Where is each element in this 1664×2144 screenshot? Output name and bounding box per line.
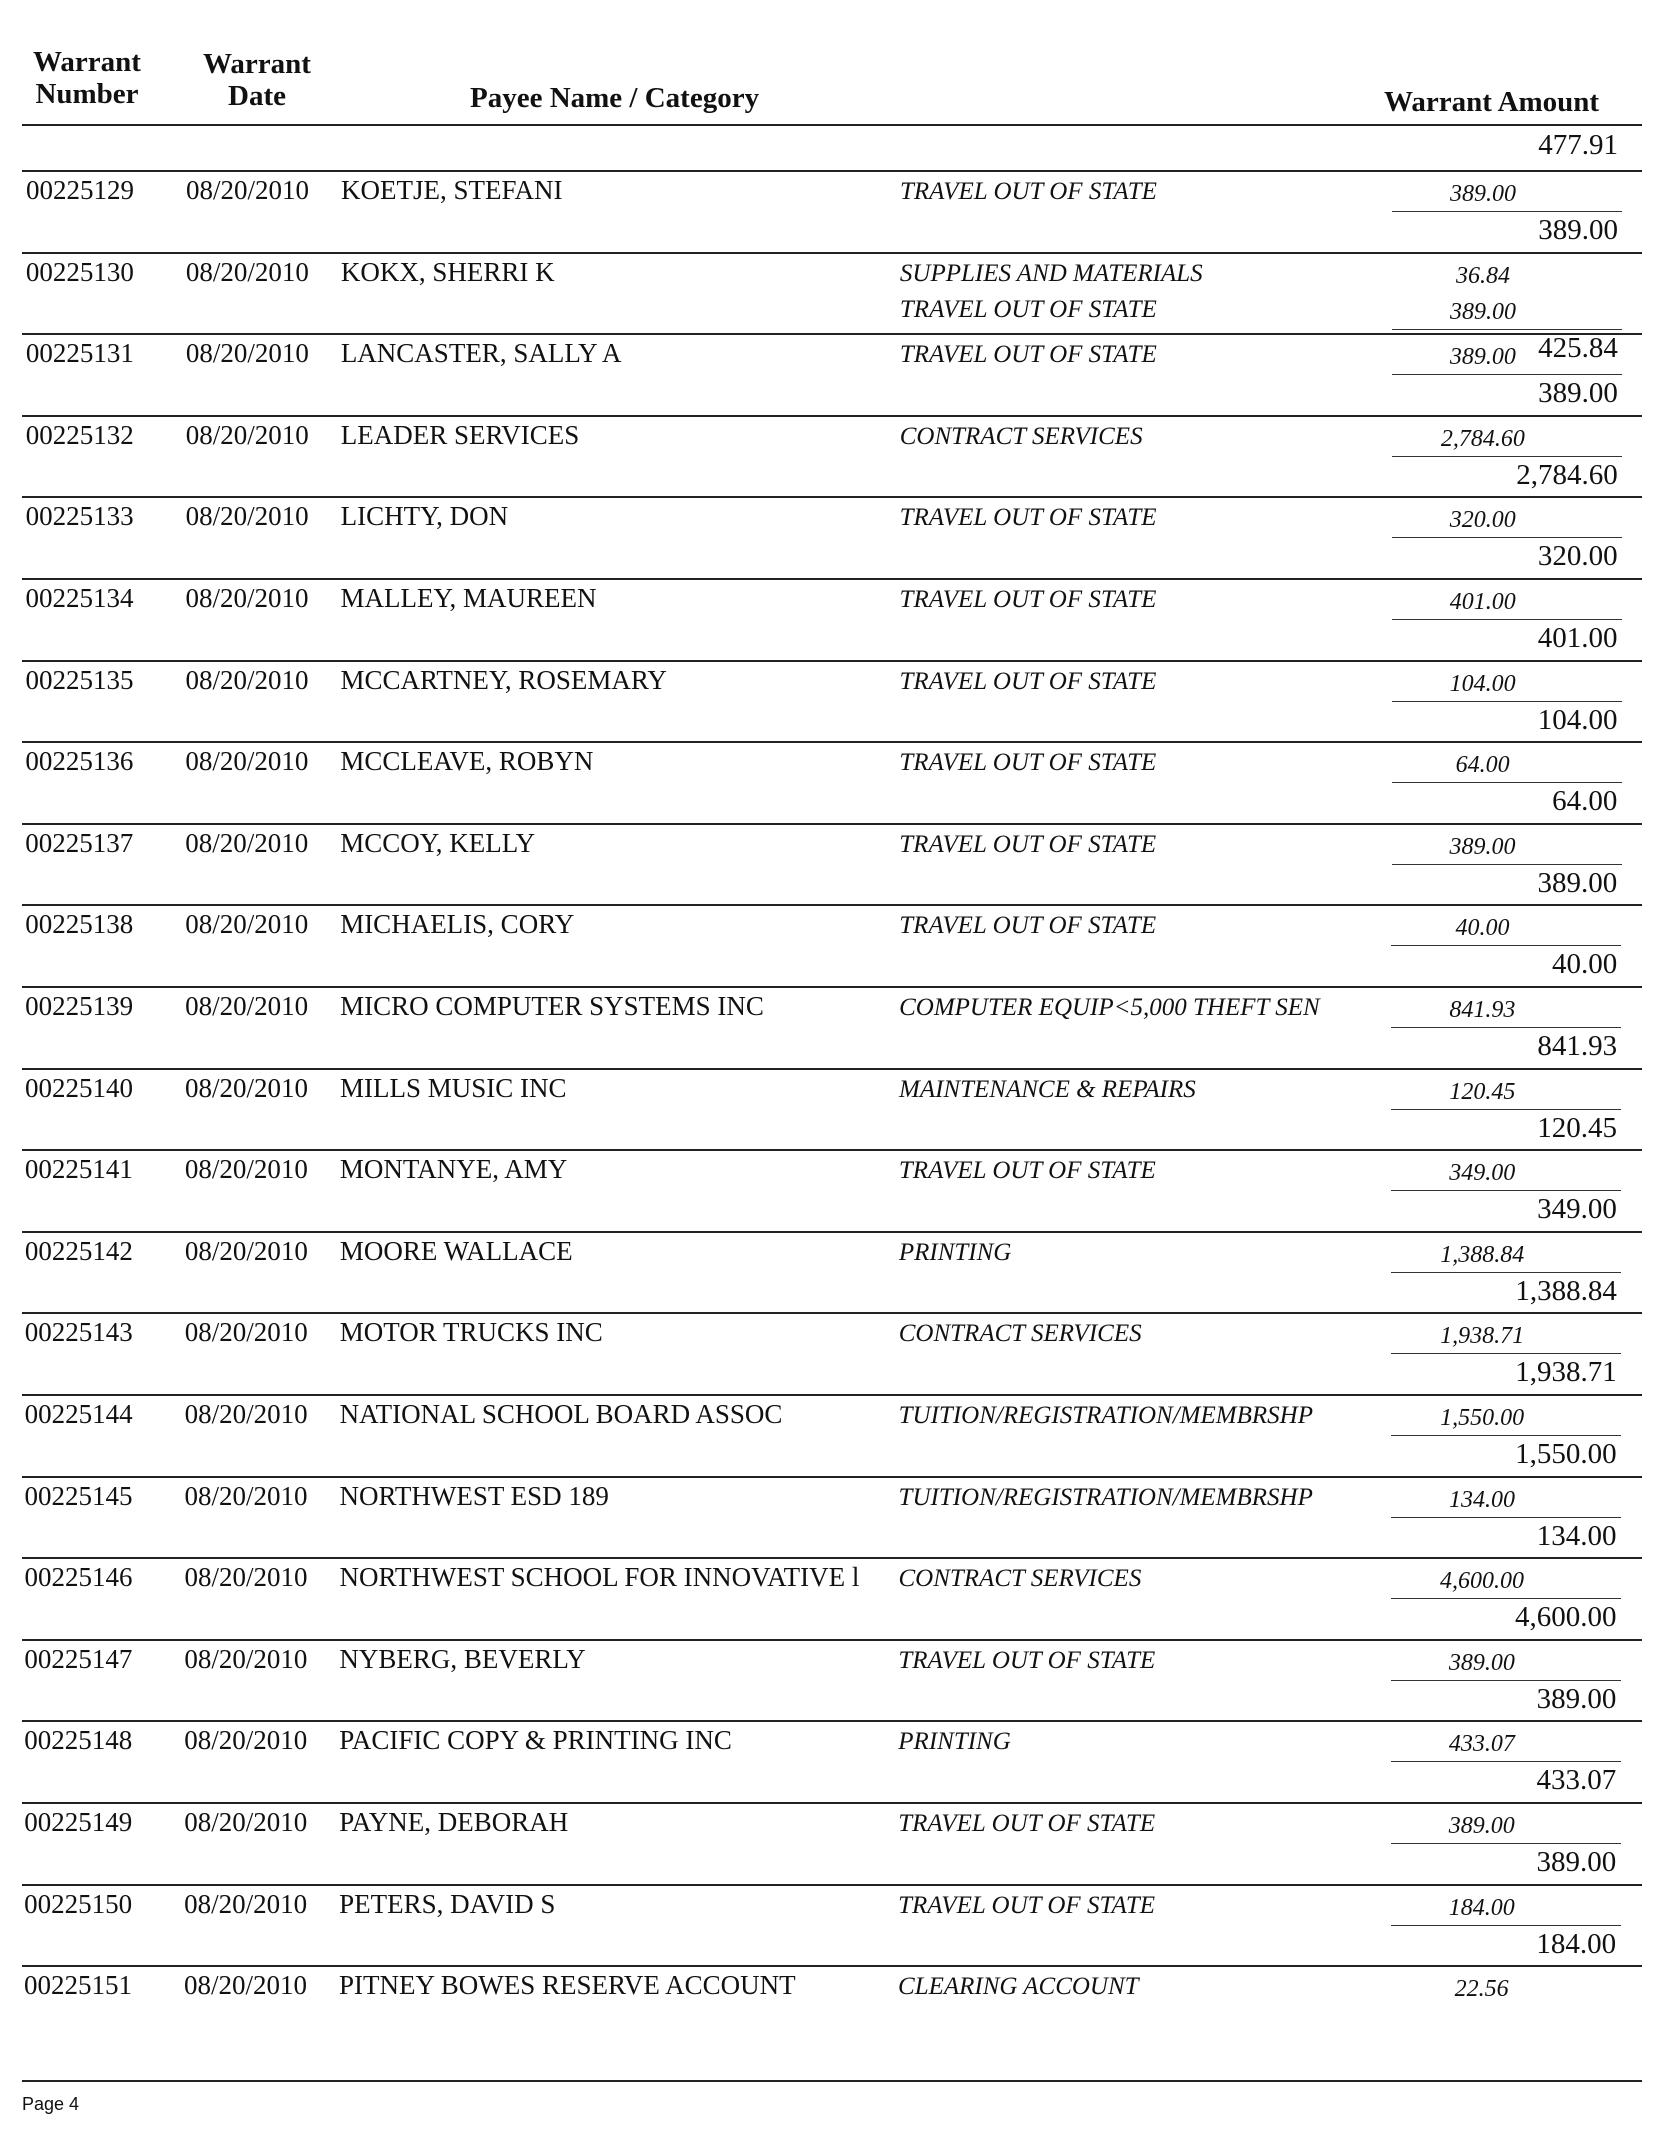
warrant-date: 08/20/2010: [185, 909, 309, 940]
warrant-total: 184.00: [1536, 1927, 1617, 1960]
line-amount: 320.00: [1449, 507, 1516, 534]
warrant-total: 401.00: [1537, 622, 1618, 654]
header-rule: [22, 124, 1642, 126]
warrant-date: 08/20/2010: [185, 583, 309, 613]
category-label: CONTRACT SERVICES: [899, 422, 1143, 450]
line-amount: 389.00: [1449, 298, 1516, 325]
warrant-number: 00225142: [24, 1235, 133, 1266]
line-amount: 433.07: [1448, 1731, 1515, 1758]
warrant-date: 08/20/2010: [185, 827, 309, 858]
warrant-number: 00225133: [25, 501, 134, 532]
category-label: MAINTENANCE & REPAIRS: [899, 1075, 1196, 1103]
page-number: Page 4: [22, 2094, 80, 2114]
table-row: [0, 1721, 1664, 1803]
table-row: [0, 987, 1664, 1069]
line-amount: 349.00: [1449, 1160, 1516, 1187]
warrant-number: 00225139: [25, 991, 134, 1021]
category-label: COMPUTER EQUIP<5,000 THEFT SEN: [899, 994, 1320, 1021]
subtotal-rule: [1392, 374, 1622, 375]
payee-name: MILLS MUSIC INC: [340, 1072, 567, 1103]
header-line: Warrant: [33, 46, 141, 78]
subtotal-rule: [1391, 1925, 1621, 1926]
line-amount: 389.00: [1450, 181, 1516, 207]
warrant-total: 389.00: [1537, 866, 1618, 899]
subtotal-rule: [1391, 1272, 1621, 1273]
payee-name: MCCLEAVE, ROBYN: [340, 746, 594, 777]
category-label: PRINTING: [898, 1238, 1012, 1266]
warrant-date: 08/20/2010: [185, 1072, 309, 1103]
line-amount: 4,600.00: [1439, 1568, 1524, 1595]
warrant-number: 00225130: [25, 256, 134, 287]
warrant-total: 389.00: [1538, 214, 1618, 246]
line-amount: 389.00: [1449, 833, 1516, 860]
warrant-number: 00225144: [24, 1399, 133, 1429]
warrant-number: 00225131: [25, 338, 134, 369]
warrant-total: 4,600.00: [1514, 1601, 1617, 1634]
warrant-number: 00225148: [24, 1725, 133, 1756]
warrant-date: 08/20/2010: [184, 1643, 308, 1674]
header-line: Warrant: [203, 48, 311, 80]
table-row: [0, 1069, 1664, 1151]
payee-name: PITNEY BOWES RESERVE ACCOUNT: [339, 1970, 796, 2001]
warrant-total: 104.00: [1537, 703, 1618, 736]
warrant-total: 389.00: [1536, 1846, 1617, 1878]
table-row: [0, 1150, 1664, 1232]
subtotal-rule: [1392, 782, 1622, 783]
warrant-total: 40.00: [1551, 948, 1618, 981]
table-row: [0, 661, 1664, 743]
warrant-total: 120.45: [1537, 1111, 1617, 1144]
line-amount: 389.00: [1449, 344, 1516, 371]
table-row: [0, 1232, 1664, 1314]
table-row: [0, 1313, 1664, 1395]
category-label: TRAVEL OUT OF STATE: [898, 1157, 1156, 1185]
warrant-number: 00225141: [24, 1154, 133, 1185]
category-label: TRAVEL OUT OF STATE: [899, 586, 1157, 613]
warrant-number: 00225136: [25, 746, 134, 777]
line-amount: 104.00: [1449, 670, 1516, 697]
warrant-date: 08/20/2010: [185, 664, 309, 695]
line-amount: 2,784.60: [1440, 425, 1525, 452]
warrant-date: 08/20/2010: [186, 175, 310, 205]
line-amount: 40.00: [1455, 915, 1510, 942]
warrant-number: 00225150: [24, 1888, 133, 1919]
line-amount: 401.00: [1449, 589, 1516, 615]
subtotal-rule: [1391, 1190, 1621, 1191]
payee-name: LANCASTER, SALLY A: [340, 338, 622, 369]
warrant-date: 08/20/2010: [184, 1399, 308, 1429]
payee-name: MCCARTNEY, ROSEMARY: [340, 664, 667, 695]
table-row: [0, 1395, 1664, 1477]
column-header-warrant-date: [192, 48, 322, 112]
warrant-date: 08/20/2010: [184, 1562, 308, 1593]
warrant-number: 00225146: [24, 1562, 133, 1593]
warrant-total: 349.00: [1537, 1193, 1617, 1226]
warrant-total: 425.84: [1538, 331, 1618, 364]
warrant-number: 00225134: [25, 583, 134, 613]
warrant-number: 00225137: [25, 827, 134, 858]
line-amount: 22.56: [1454, 1976, 1509, 2003]
line-amount: 64.00: [1455, 752, 1510, 779]
payee-name: KOKX, SHERRI K: [340, 256, 555, 287]
subtotal-rule: [1391, 1680, 1621, 1681]
payee-name: LICHTY, DON: [340, 501, 509, 532]
table-row: [0, 497, 1664, 579]
category-label: TRAVEL OUT OF STATE: [899, 749, 1157, 777]
warrant-date: 08/20/2010: [185, 991, 309, 1021]
table-row: [0, 742, 1664, 824]
warrant-number: 00225135: [25, 664, 134, 695]
payee-name: PAYNE, DEBORAH: [339, 1807, 569, 1837]
subtotal-rule: [1392, 537, 1622, 538]
category-label: TRAVEL OUT OF STATE: [898, 1891, 1156, 1919]
column-header-warrant-number: [22, 46, 152, 110]
category-label: TRAVEL OUT OF STATE: [899, 341, 1157, 369]
warrant-total: 2,784.60: [1516, 458, 1618, 491]
table-row: [0, 824, 1664, 906]
table-row: [0, 1558, 1664, 1640]
table-row: [0, 1477, 1664, 1559]
table-row: [0, 1885, 1664, 1967]
table-row: [0, 1803, 1664, 1885]
payee-name: NORTHWEST SCHOOL FOR INNOVATIVE l: [339, 1562, 860, 1593]
warrant-number: 00225140: [25, 1072, 133, 1103]
warrant-total: 134.00: [1536, 1519, 1617, 1552]
category-label: CONTRACT SERVICES: [898, 1565, 1142, 1593]
column-header-payee: Payee Name / Category: [470, 82, 760, 114]
warrant-number: 00225149: [24, 1807, 133, 1837]
category-label: CLEARING ACCOUNT: [898, 1973, 1139, 2001]
warrant-number: 00225151: [24, 1970, 133, 2001]
category-label: TRAVEL OUT OF STATE: [899, 912, 1157, 940]
warrant-number: 00225132: [25, 419, 134, 450]
warrant-total: 320.00: [1537, 540, 1618, 573]
warrant-date: 08/20/2010: [184, 1235, 308, 1266]
table-row: [0, 331, 1664, 416]
column-header-amount: Warrant Amount: [1384, 86, 1600, 118]
subtotal-rule: [1392, 329, 1622, 330]
category-label: TRAVEL OUT OF STATE: [899, 504, 1157, 532]
warrant-date: 08/20/2010: [184, 1154, 308, 1185]
line-amount: 1,938.71: [1440, 1323, 1525, 1350]
category-label: TRAVEL OUT OF STATE: [898, 1810, 1156, 1837]
payee-name: PACIFIC COPY & PRINTING INC: [339, 1725, 732, 1756]
subtotal-rule: [1392, 701, 1622, 702]
bottom-rule: [22, 2080, 1642, 2082]
header-line: Date: [228, 80, 286, 112]
warrant-date: 08/20/2010: [185, 501, 309, 532]
warrant-date: 08/20/2010: [184, 1317, 308, 1348]
payee-name: MCCOY, KELLY: [340, 827, 536, 858]
category-label: TRAVEL OUT OF STATE: [899, 295, 1157, 323]
category-label: TUITION/REGISTRATION/MEMBRSHP: [898, 1483, 1313, 1511]
warrant-date: 08/20/2010: [184, 1970, 308, 2001]
warrant-number: 00225147: [24, 1643, 133, 1674]
warrant-date: 08/20/2010: [185, 256, 309, 287]
table-row: [0, 171, 1664, 253]
warrant-number: 00225129: [26, 175, 134, 205]
category-label: SUPPLIES AND MATERIALS: [899, 259, 1203, 287]
warrant-total: 389.00: [1538, 377, 1618, 410]
line-amount: 389.00: [1448, 1649, 1515, 1676]
warrant-total: 1,938.71: [1515, 1356, 1617, 1389]
warrant-total: 841.93: [1537, 1030, 1618, 1062]
warrant-number: 00225145: [24, 1480, 133, 1511]
subtotal-rule: [1392, 619, 1622, 620]
table-row: [0, 579, 1664, 661]
line-amount: 1,388.84: [1440, 1241, 1525, 1268]
line-amount: 1,550.00: [1440, 1405, 1525, 1431]
warrant-date: 08/20/2010: [184, 1480, 308, 1511]
payee-name: PETERS, DAVID S: [339, 1888, 556, 1919]
subtotal-rule: [1391, 1843, 1621, 1844]
subtotal-rule: [1391, 1761, 1621, 1762]
warrant-total: 64.00: [1552, 785, 1618, 818]
payee-name: MOTOR TRUCKS INC: [339, 1317, 603, 1348]
warrant-number: 00225143: [24, 1317, 133, 1348]
warrant-date: 08/20/2010: [185, 338, 309, 369]
subtotal-rule: [1392, 211, 1622, 212]
warrant-date: 08/20/2010: [185, 746, 309, 777]
payee-name: MONTANYE, AMY: [339, 1154, 568, 1185]
category-label: TRAVEL OUT OF STATE: [899, 667, 1157, 695]
warrant-date: 08/20/2010: [184, 1725, 308, 1756]
table-row: [0, 1640, 1664, 1722]
payee-name: LEADER SERVICES: [340, 419, 580, 450]
line-amount: 389.00: [1448, 1813, 1515, 1839]
payee-name: MICHAELIS, CORY: [340, 909, 575, 940]
subtotal-rule: [1391, 1109, 1621, 1110]
subtotal-rule: [1391, 1435, 1621, 1436]
warrant-total: 1,388.84: [1515, 1274, 1617, 1307]
subtotal-rule: [1392, 864, 1622, 865]
category-label: TRAVEL OUT OF STATE: [900, 178, 1157, 205]
warrant-total: 389.00: [1536, 1682, 1617, 1715]
line-amount: 120.45: [1449, 1078, 1516, 1105]
payee-name: KOETJE, STEFANI: [341, 175, 563, 205]
subtotal-rule: [1391, 1517, 1621, 1518]
line-amount: 134.00: [1449, 1486, 1516, 1513]
carryover-total: 477.91: [1538, 129, 1618, 161]
line-amount: 36.84: [1455, 262, 1510, 289]
category-label: TRAVEL OUT OF STATE: [898, 1646, 1156, 1674]
subtotal-rule: [1391, 1598, 1621, 1599]
payee-name: MALLEY, MAUREEN: [340, 583, 597, 613]
line-amount: 184.00: [1448, 1894, 1515, 1921]
category-label: PRINTING: [898, 1728, 1011, 1756]
payee-name: NYBERG, BEVERLY: [339, 1643, 586, 1674]
table-row: [0, 416, 1664, 498]
warrant-date: 08/20/2010: [184, 1888, 308, 1919]
subtotal-rule: [1391, 1027, 1621, 1028]
subtotal-rule: [1391, 1353, 1621, 1354]
warrant-date: 08/20/2010: [184, 1807, 308, 1837]
subtotal-rule: [1392, 456, 1622, 457]
payee-name: NORTHWEST ESD 189: [339, 1480, 609, 1511]
warrant-total: 1,550.00: [1515, 1438, 1617, 1470]
table-row: [0, 905, 1664, 987]
payee-name: NATIONAL SCHOOL BOARD ASSOC: [339, 1399, 783, 1429]
subtotal-rule: [1391, 945, 1621, 946]
payee-name: MOORE WALLACE: [339, 1235, 573, 1266]
warrant-number: 00225138: [25, 909, 134, 940]
category-label: TUITION/REGISTRATION/MEMBRSHP: [898, 1402, 1313, 1429]
category-label: CONTRACT SERVICES: [898, 1320, 1142, 1348]
category-label: TRAVEL OUT OF STATE: [899, 830, 1157, 858]
warrant-date: 08/20/2010: [185, 419, 309, 450]
warrant-total: 433.07: [1536, 1764, 1617, 1797]
line-amount: 841.93: [1449, 997, 1516, 1023]
payee-name: MICRO COMPUTER SYSTEMS INC: [340, 991, 764, 1021]
header-line: Number: [35, 78, 139, 110]
table-row: [0, 1966, 1664, 2048]
